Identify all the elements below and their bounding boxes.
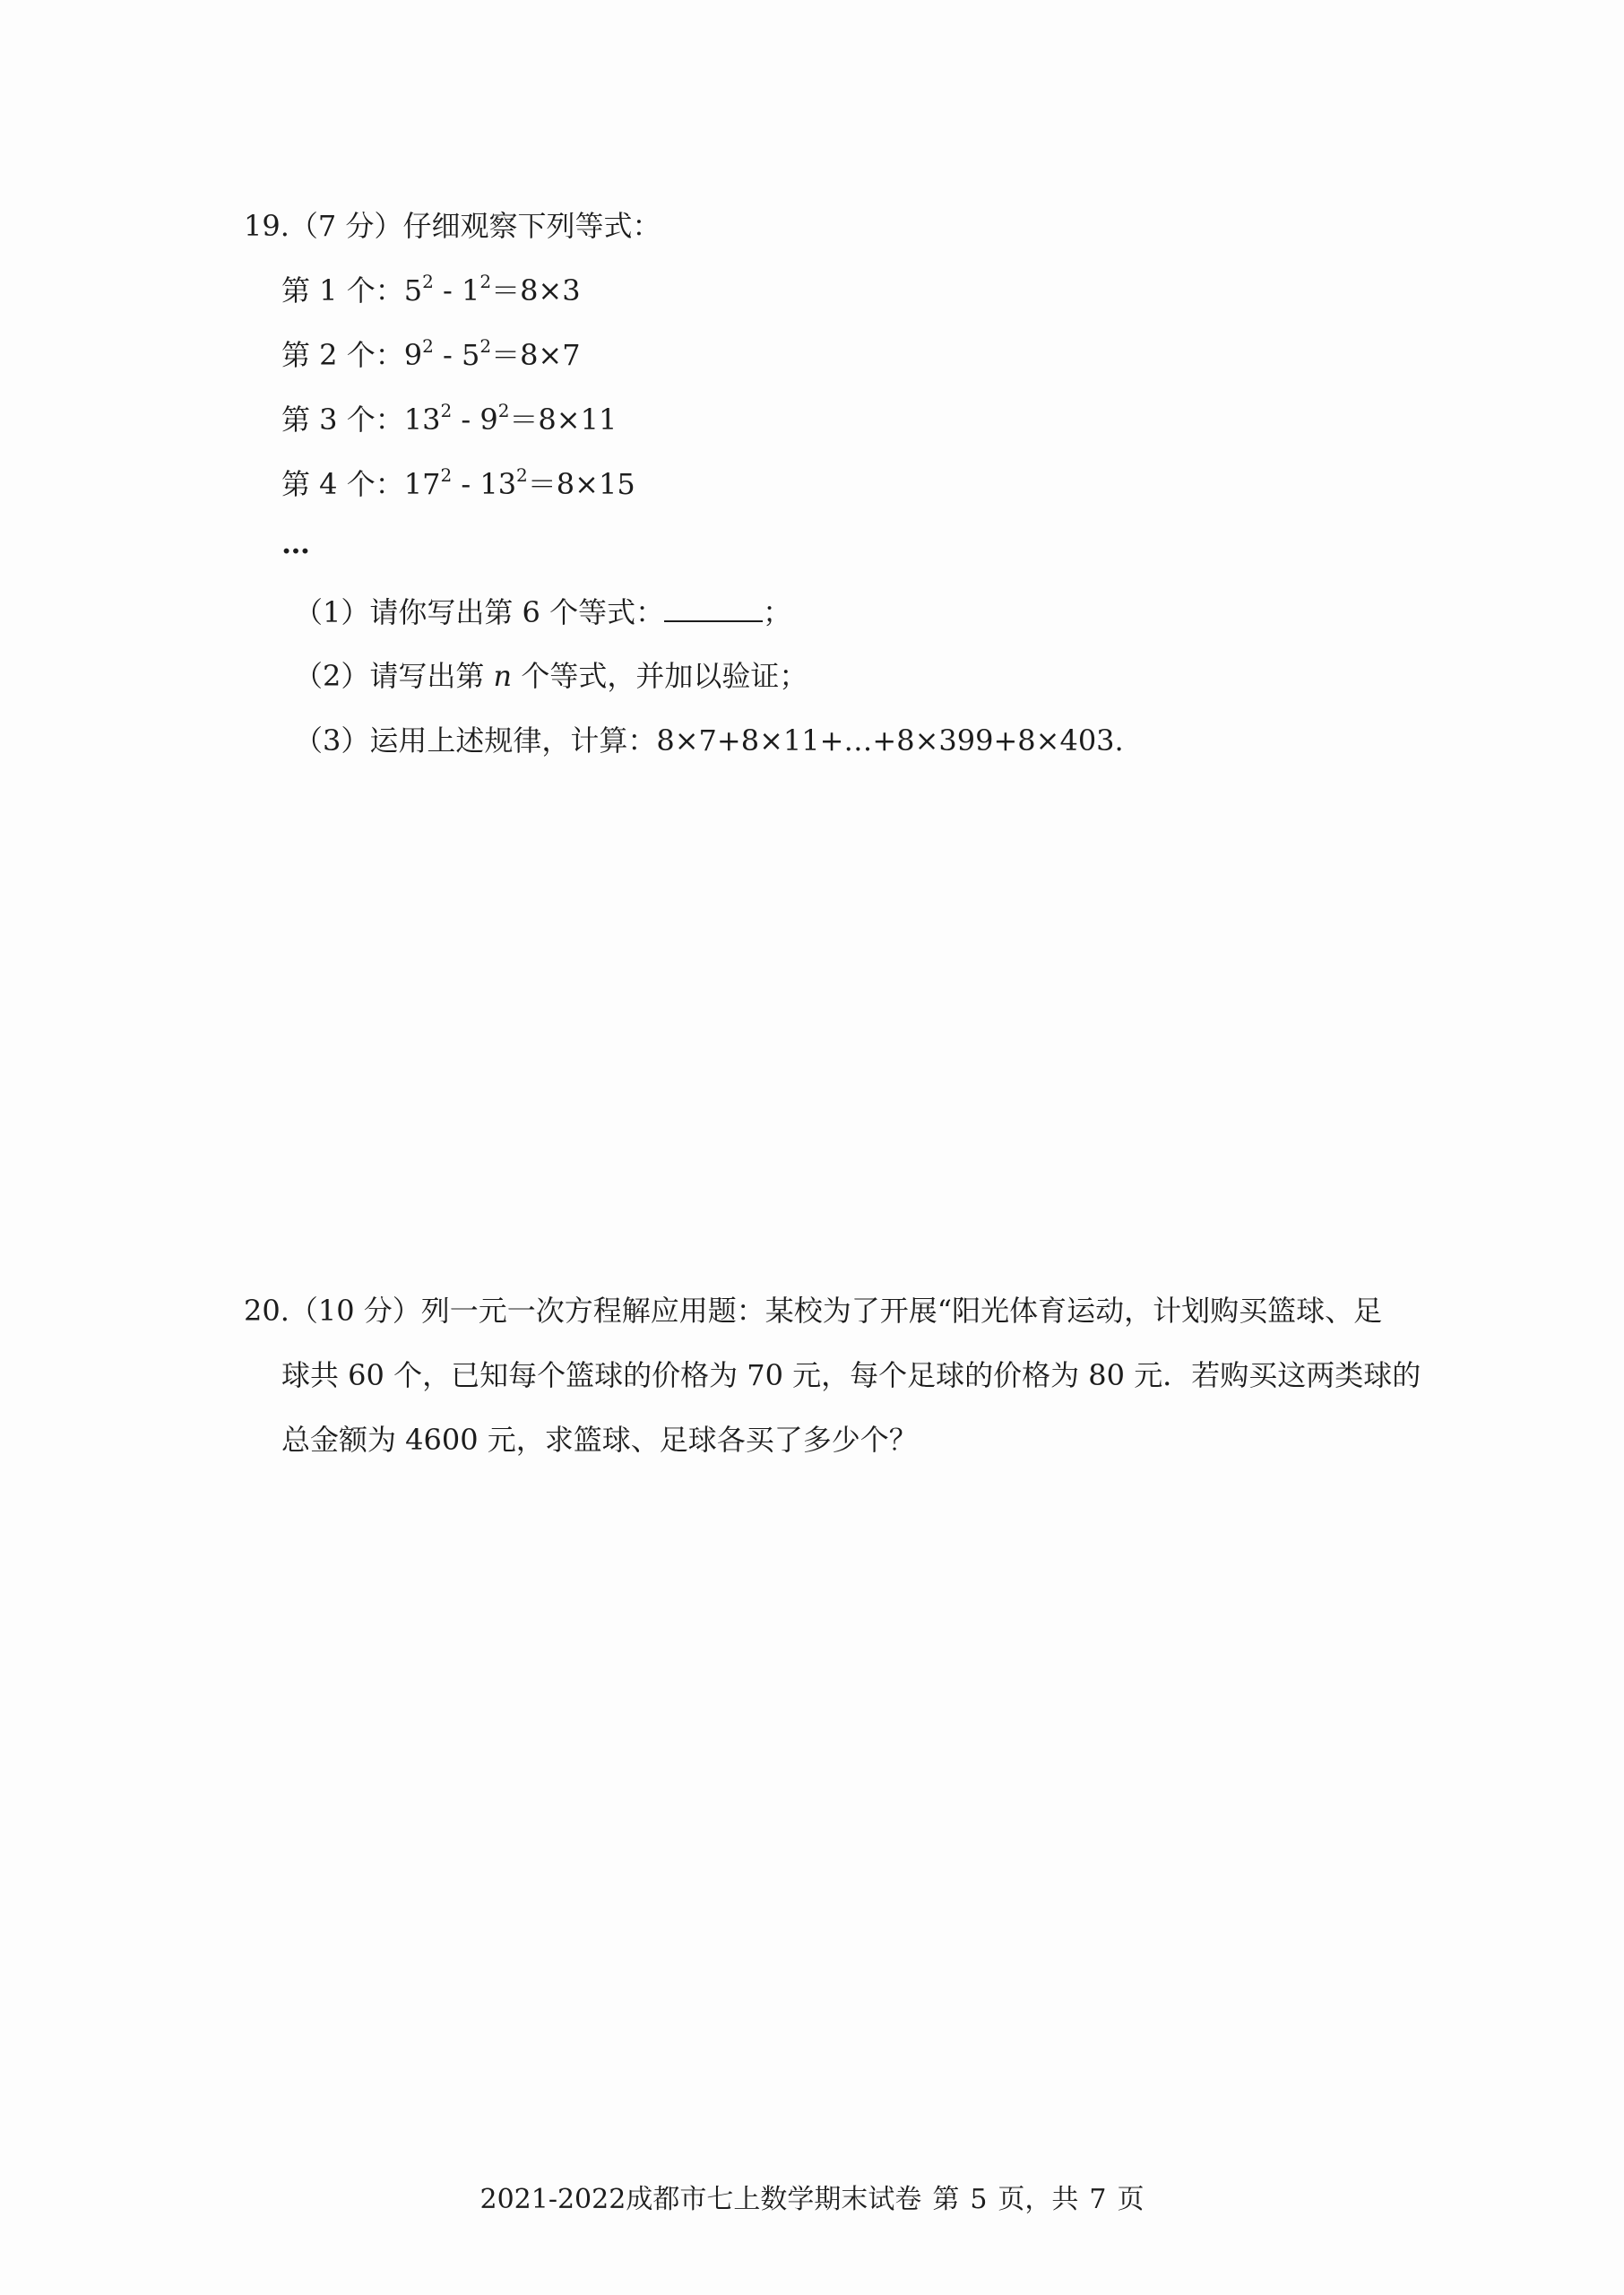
equation-minus: - — [433, 273, 462, 307]
equation-base-a: 9 — [403, 338, 423, 372]
page-footer — [0, 2182, 1624, 2218]
equation-rhs: ＝8×7 — [491, 338, 581, 372]
footer-page-total: 7 — [1089, 2184, 1107, 2215]
equation-exponent: 2 — [479, 335, 492, 357]
equation-label: 第 2 个： — [281, 338, 404, 372]
equation-base-a: 13 — [403, 403, 441, 437]
equation-label: 第 4 个： — [281, 467, 404, 501]
equation-base-b: 13 — [479, 467, 517, 501]
q19-score: （7 分） — [289, 209, 403, 243]
q19-equation-4 — [281, 466, 635, 506]
q19-part-1 — [294, 593, 791, 630]
equation-exponent: 2 — [479, 271, 492, 292]
equation-base-a: 17 — [403, 467, 441, 501]
equation-label: 第 3 个： — [281, 403, 404, 437]
q20-line-3: 总金额为 4600 元，求篮球、足球各买了多少个？ — [281, 1423, 918, 1457]
variable-n: n — [493, 659, 513, 693]
equation-exponent: 2 — [422, 271, 434, 292]
equation-rhs: ＝8×3 — [491, 273, 581, 307]
q19-ellipsis: … — [281, 526, 310, 560]
q19-intro: 仔细观察下列等式： — [402, 209, 661, 243]
q19-number: 19. — [244, 209, 289, 243]
part-1-prompt: （1）请你写出第 6 个等式： — [294, 595, 665, 629]
equation-minus: - — [452, 467, 480, 501]
part-2-prompt: （2）请写出第 — [294, 659, 494, 693]
q19-part-3: （3）运用上述规律，计算：8×7+8×11+…+8×399+8×403. — [294, 723, 1124, 758]
equation-minus: - — [433, 338, 462, 372]
footer-page-current: 5 — [970, 2184, 988, 2215]
equation-label: 第 1 个： — [281, 273, 404, 307]
footer-page-suffix: 页 — [1117, 2184, 1145, 2215]
footer-title: 2021-2022成都市七上数学期末试卷 — [479, 2184, 922, 2215]
answer-blank[interactable] — [664, 593, 763, 622]
equation-base-a: 5 — [403, 273, 423, 307]
q19-equation-1 — [281, 273, 581, 312]
equation-exponent: 2 — [516, 464, 528, 486]
part-2-suffix: 个等式，并加以验证； — [512, 659, 808, 693]
equation-rhs: ＝8×15 — [527, 467, 635, 501]
q19-part-2 — [294, 658, 808, 694]
equation-base-b: 1 — [461, 273, 480, 307]
q20-number: 20. — [244, 1294, 289, 1328]
equation-exponent: 2 — [440, 464, 453, 486]
part-1-suffix: ； — [763, 595, 792, 629]
q20-line-1 — [244, 1293, 1382, 1329]
equation-base-b: 9 — [479, 403, 498, 437]
equation-exponent: 2 — [497, 400, 510, 421]
q19-equation-2 — [281, 337, 581, 377]
footer-page-mid: 页，共 — [998, 2184, 1079, 2215]
q19-heading — [244, 208, 661, 244]
q19-equation-3 — [281, 402, 617, 441]
equation-exponent: 2 — [422, 335, 434, 357]
q20-line-2: 球共 60 个，已知每个篮球的价格为 70 元，每个足球的价格为 80 元．若购买这两类球的 — [281, 1358, 1421, 1392]
footer-page-prefix: 第 — [932, 2184, 960, 2215]
equation-rhs: ＝8×11 — [509, 403, 618, 437]
q20-text: （10 分）列一元一次方程解应用题：某校为了开展“阳光体育运动，计划购买篮球、足 — [289, 1294, 1383, 1328]
equation-minus: - — [452, 403, 480, 437]
equation-base-b: 5 — [461, 338, 480, 372]
equation-exponent: 2 — [440, 400, 453, 421]
